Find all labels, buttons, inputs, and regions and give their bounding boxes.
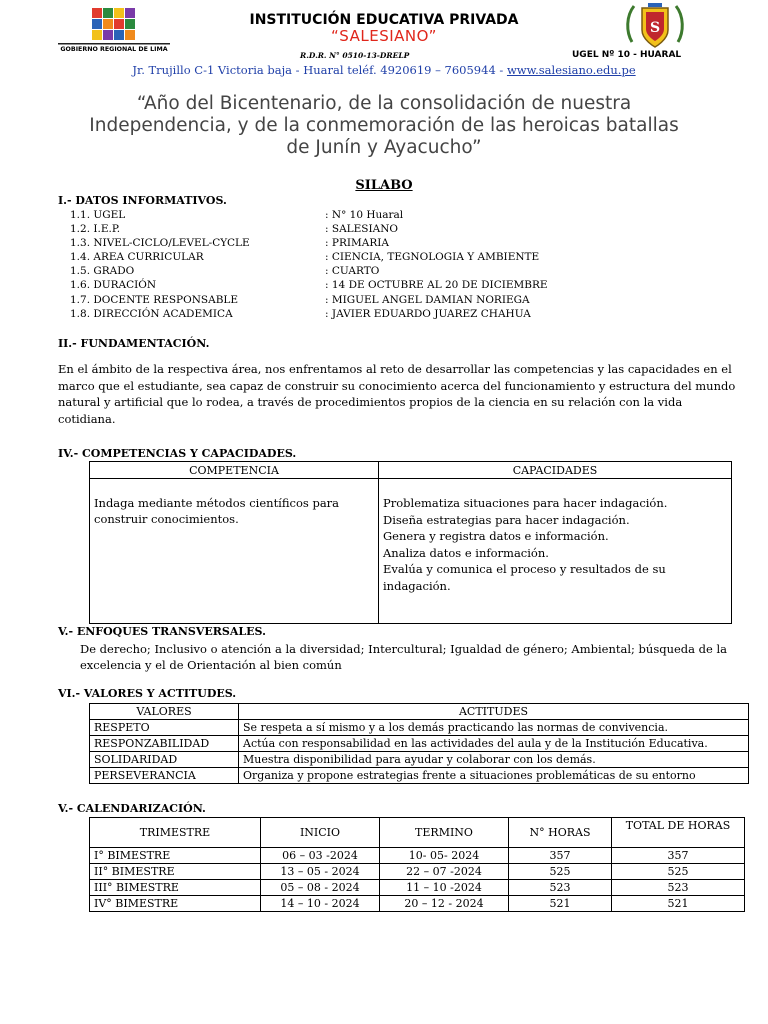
document-title: SILABO xyxy=(355,178,413,193)
slogan-line-2: Independencia, y de la conmemoración de las heroicas batallas xyxy=(89,115,679,136)
calendarizacion-table xyxy=(89,817,745,912)
valores-table xyxy=(89,703,749,784)
ugel-heading: UGEL Nº 10 - HUARAL xyxy=(572,50,682,60)
trimestre-cell: II° BIMESTRE xyxy=(90,864,261,880)
section-fundamentacion-title: II.- FUNDAMENTACIÓN. xyxy=(58,337,210,350)
capacidad-item: Problematiza situaciones para hacer indagación. xyxy=(383,496,668,510)
inicio-cell: 06 – 03 -2024 xyxy=(261,848,380,864)
table-row xyxy=(90,880,745,896)
section-datos-title: I.- DATOS INFORMATIVOS. xyxy=(58,194,227,207)
datos-value: : MIGUEL ANGEL DAMIAN NORIEGA xyxy=(325,294,530,306)
datos-value: : N° 10 Huaral xyxy=(325,209,404,221)
datos-label: 1.1. UGEL xyxy=(70,209,126,221)
table-row xyxy=(90,768,749,784)
capacidad-item: Genera y registra datos e información. xyxy=(383,529,609,543)
horas-cell: 357 xyxy=(509,848,612,864)
datos-value: : CIENCIA, TEGNOLOGIA Y AMBIENTE xyxy=(325,251,540,263)
datos-label: 1.4. AREA CURRICULAR xyxy=(70,251,204,263)
inicio-cell: 13 – 05 - 2024 xyxy=(261,864,380,880)
datos-value: : PRIMARIA xyxy=(325,237,389,249)
datos-value: : SALESIANO xyxy=(325,223,399,235)
datos-value: : 14 DE OCTUBRE AL 20 DE DICIEMBRE xyxy=(325,279,548,291)
total-horas-cell: 521 xyxy=(612,896,745,912)
website-link[interactable]: www.salesiano.edu.pe xyxy=(506,63,636,77)
capacidad-item: Evalúa y comunica el proceso y resultados de su indagación. xyxy=(383,562,666,593)
actitud-cell: Actúa con responsabilidad en las actividades del aula y de la Institución Educativa. xyxy=(239,736,749,752)
rdr-number: R.D.R. N° 0510-13-DRELP xyxy=(300,51,410,60)
inicio-cell: 14 – 10 - 2024 xyxy=(261,896,380,912)
actitud-cell: Muestra disponibilidad para ayudar y colaborar con los demás. xyxy=(239,752,749,768)
competencias-table xyxy=(89,461,732,624)
valor-cell: RESPONZABILIDAD xyxy=(90,736,239,752)
col-termino-header: TERMINO xyxy=(380,818,509,848)
table-row xyxy=(90,864,745,880)
datos-value: : JAVIER EDUARDO JUAREZ CHAHUA xyxy=(325,308,531,320)
col-competencia-header: COMPETENCIA xyxy=(90,462,379,479)
total-horas-cell: 357 xyxy=(612,848,745,864)
slogan-line-1: “Año del Bicentenario, de la consolidación de nuestra xyxy=(136,93,632,114)
actitud-cell: Organiza y propone estrategias frente a situaciones problemáticas de su entorno xyxy=(239,768,749,784)
col-actitudes-header: ACTITUDES xyxy=(239,704,749,720)
datos-label: 1.3. NIVEL-CICLO/LEVEL-CYCLE xyxy=(70,237,250,249)
logo-caption: GOBIERNO REGIONAL DE LIMA xyxy=(60,46,168,53)
horas-cell: 525 xyxy=(509,864,612,880)
trimestre-cell: III° BIMESTRE xyxy=(90,880,261,896)
institution-title: INSTITUCIÓN EDUCATIVA PRIVADA xyxy=(249,12,519,28)
total-horas-cell: 523 xyxy=(612,880,745,896)
school-emblem xyxy=(622,2,688,52)
competencia-cell: Indaga mediante métodos científicos para construir conocimientos. xyxy=(90,479,379,624)
section-competencias-title: IV.- COMPETENCIAS Y CAPACIDADES. xyxy=(58,447,297,460)
termino-cell: 10- 05- 2024 xyxy=(380,848,509,864)
col-trimestre-header: TRIMESTRE xyxy=(90,818,261,848)
datos-value: : CUARTO xyxy=(325,265,380,277)
school-address xyxy=(0,63,768,77)
datos-label: 1.8. DIRECCIÓN ACADEMICA xyxy=(70,308,233,320)
table-row xyxy=(90,848,745,864)
table-row xyxy=(90,736,749,752)
enfoques-paragraph: De derecho; Inclusivo o atención a la diversidad; Intercultural; Igualdad de género; Ambiental; búsqueda de la excelencia y el de Orientación al bien común xyxy=(80,642,728,672)
datos-label: 1.7. DOCENTE RESPONSABLE xyxy=(70,294,239,306)
datos-label: 1.5. GRADO xyxy=(70,265,135,277)
termino-cell: 22 – 07 -2024 xyxy=(380,864,509,880)
section-valores-title: VI.- VALORES Y ACTITUDES. xyxy=(58,687,237,700)
fundamentacion-paragraph: En el ámbito de la respectiva área, nos enfrentamos al reto de desarrollar las competencias y las capacidades en el marco que el estudiante, sea capaz de construir su conocimiento acerca del funcionamiento y estructura del mundo natural y artificial que lo rodea, a través de procedimientos propios de la ciencia en su relación con la vida cotidiana. xyxy=(58,362,736,426)
termino-cell: 11 – 10 -2024 xyxy=(380,880,509,896)
section-enfoques-title: V.- ENFOQUES TRANSVERSALES. xyxy=(58,625,266,638)
horas-cell: 523 xyxy=(509,880,612,896)
table-row xyxy=(90,752,749,768)
table-row xyxy=(90,896,745,912)
table-row xyxy=(90,720,749,736)
valor-cell: RESPETO xyxy=(90,720,239,736)
horas-cell: 521 xyxy=(509,896,612,912)
total-horas-cell: 525 xyxy=(612,864,745,880)
trimestre-cell: I° BIMESTRE xyxy=(90,848,261,864)
capacidad-item: Diseña estrategias para hacer indagación. xyxy=(383,512,630,527)
valor-cell: PERSEVERANCIA xyxy=(90,768,239,784)
termino-cell: 20 – 12 - 2024 xyxy=(380,896,509,912)
address-text: Jr. Trujillo C-1 Victoria baja - Huaral teléf. 4920619 – 7605944 - xyxy=(132,63,507,77)
col-valores-header: VALORES xyxy=(90,704,239,720)
trimestre-cell: IV° BIMESTRE xyxy=(90,896,261,912)
col-inicio-header: INICIO xyxy=(261,818,380,848)
col-capacidades-header: CAPACIDADES xyxy=(379,462,732,479)
datos-label: 1.2. I.E.P. xyxy=(70,223,121,235)
institution-name: “SALESIANO” xyxy=(331,27,437,45)
year-slogan xyxy=(40,93,728,159)
inicio-cell: 05 – 08 - 2024 xyxy=(261,880,380,896)
capacidades-cell xyxy=(379,479,732,624)
capacidad-item: Analiza datos e información. xyxy=(383,545,549,560)
emblem-letter: S xyxy=(649,20,661,36)
section-calendarizacion-title: V.- CALENDARIZACIÓN. xyxy=(58,802,206,815)
col-horas-header: N° HORAS xyxy=(509,818,612,848)
col-total-horas-header: TOTAL DE HORAS xyxy=(612,818,745,848)
actitud-cell: Se respeta a sí mismo y a los demás practicando las normas de convivencia. xyxy=(239,720,749,736)
slogan-line-3: de Junín y Ayacucho” xyxy=(286,137,482,158)
datos-label: 1.6. DURACIÓN xyxy=(70,279,157,291)
valor-cell: SOLIDARIDAD xyxy=(90,752,239,768)
